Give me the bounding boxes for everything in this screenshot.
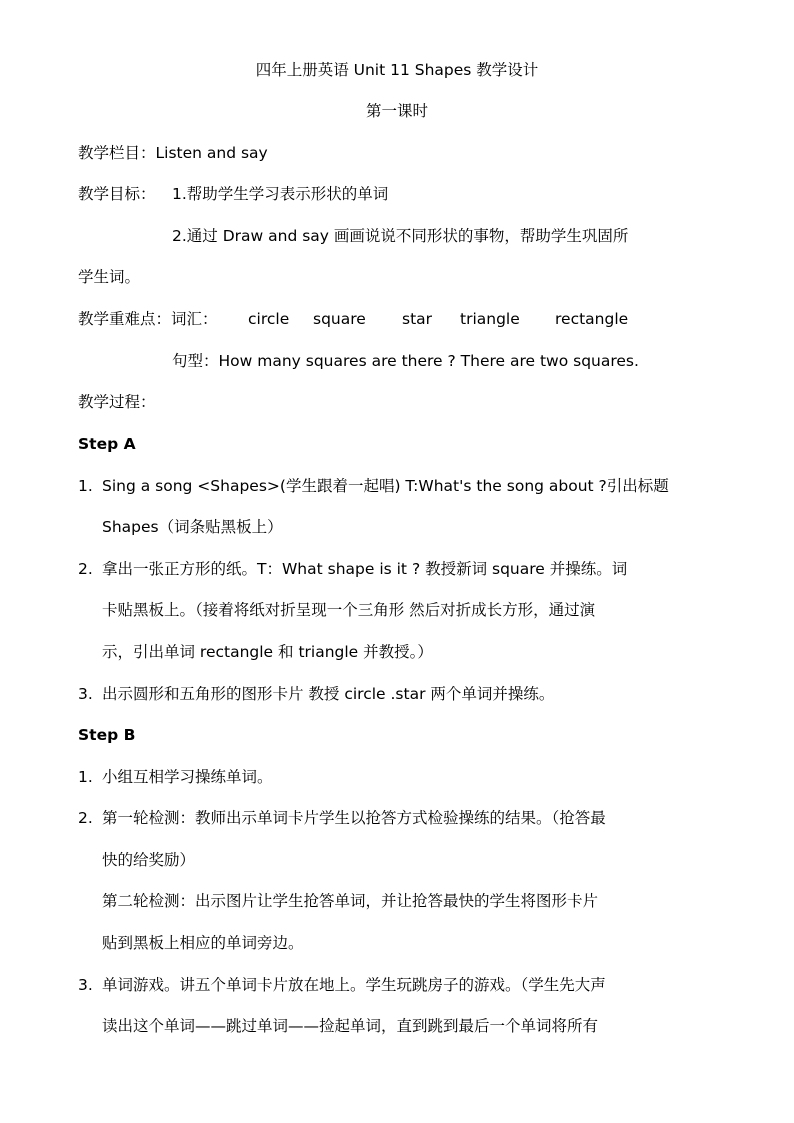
list-item-line: 贴到黑板上相应的单词旁边。 bbox=[102, 934, 304, 952]
process-label: 教学过程： bbox=[78, 393, 156, 411]
goals-label: 教学目标： bbox=[78, 185, 156, 203]
doc-title: 四年上册英语 Unit 11 Shapes 教学设计 bbox=[255, 61, 539, 79]
list-item-line: 出示圆形和五角形的图形卡片 教授 circle .star 两个单词并操练。 bbox=[102, 685, 555, 703]
list-item-line: 快的给奖励） bbox=[102, 851, 196, 869]
key-points-label: 教学重难点：词汇： bbox=[78, 310, 218, 328]
list-item-line: 拿出一张正方形的纸。T：What shape is it ? 教授新词 square 并操练。词 bbox=[102, 560, 628, 578]
list-number: 3. bbox=[78, 976, 93, 994]
doc-subtitle: 第一课时 bbox=[365, 102, 428, 120]
step-a-heading: Step A bbox=[78, 435, 136, 453]
vocab-word: rectangle bbox=[555, 310, 629, 328]
list-number: 1. bbox=[78, 477, 93, 495]
list-item-line: 第二轮检测：出示图片让学生抢答单词，并让抢答最快的学生将图形卡片 bbox=[102, 892, 599, 910]
list-item-line: 小组互相学习操练单词。 bbox=[102, 768, 273, 786]
goal-1: 1.帮助学生学习表示形状的单词 bbox=[172, 185, 389, 203]
step-b-heading: Step B bbox=[78, 726, 136, 744]
column-label: 教学栏目：Listen and say bbox=[78, 144, 268, 162]
vocab-word: star bbox=[402, 310, 433, 328]
goal-2-line-1: 2.通过 Draw and say 画画说说不同形状的事物，帮助学生巩固所 bbox=[172, 227, 629, 245]
list-item-line: 读出这个单词——跳过单词——捡起单词，直到跳到最后一个单词将所有 bbox=[102, 1017, 599, 1035]
list-number: 1. bbox=[78, 768, 93, 786]
sentence-pattern: 句型：How many squares are there ? There are two squares. bbox=[172, 352, 639, 370]
list-item-line: 示，引出单词 rectangle 和 triangle 并教授。） bbox=[102, 643, 433, 661]
vocab-word: circle bbox=[248, 310, 290, 328]
list-number: 3. bbox=[78, 685, 93, 703]
goal-2-line-2: 学生词。 bbox=[78, 268, 141, 286]
list-number: 2. bbox=[78, 809, 93, 827]
list-item-line: 单词游戏。讲五个单词卡片放在地上。学生玩跳房子的游戏。（学生先大声 bbox=[102, 976, 606, 994]
list-item-line: 第一轮检测：教师出示单词卡片学生以抢答方式检验操练的结果。（抢答最 bbox=[102, 809, 606, 827]
list-item-line: Sing a song <Shapes>(学生跟着一起唱) T:What's the song about ?引出标题 bbox=[102, 477, 669, 495]
list-item-line: 卡贴黑板上。（接着将纸对折呈现一个三角形 然后对折成长方形，通过演 bbox=[102, 601, 596, 619]
list-item-line: Shapes（词条贴黑板上） bbox=[102, 518, 283, 536]
vocab-word: triangle bbox=[460, 310, 520, 328]
vocab-word: square bbox=[313, 310, 366, 328]
list-number: 2. bbox=[78, 560, 93, 578]
